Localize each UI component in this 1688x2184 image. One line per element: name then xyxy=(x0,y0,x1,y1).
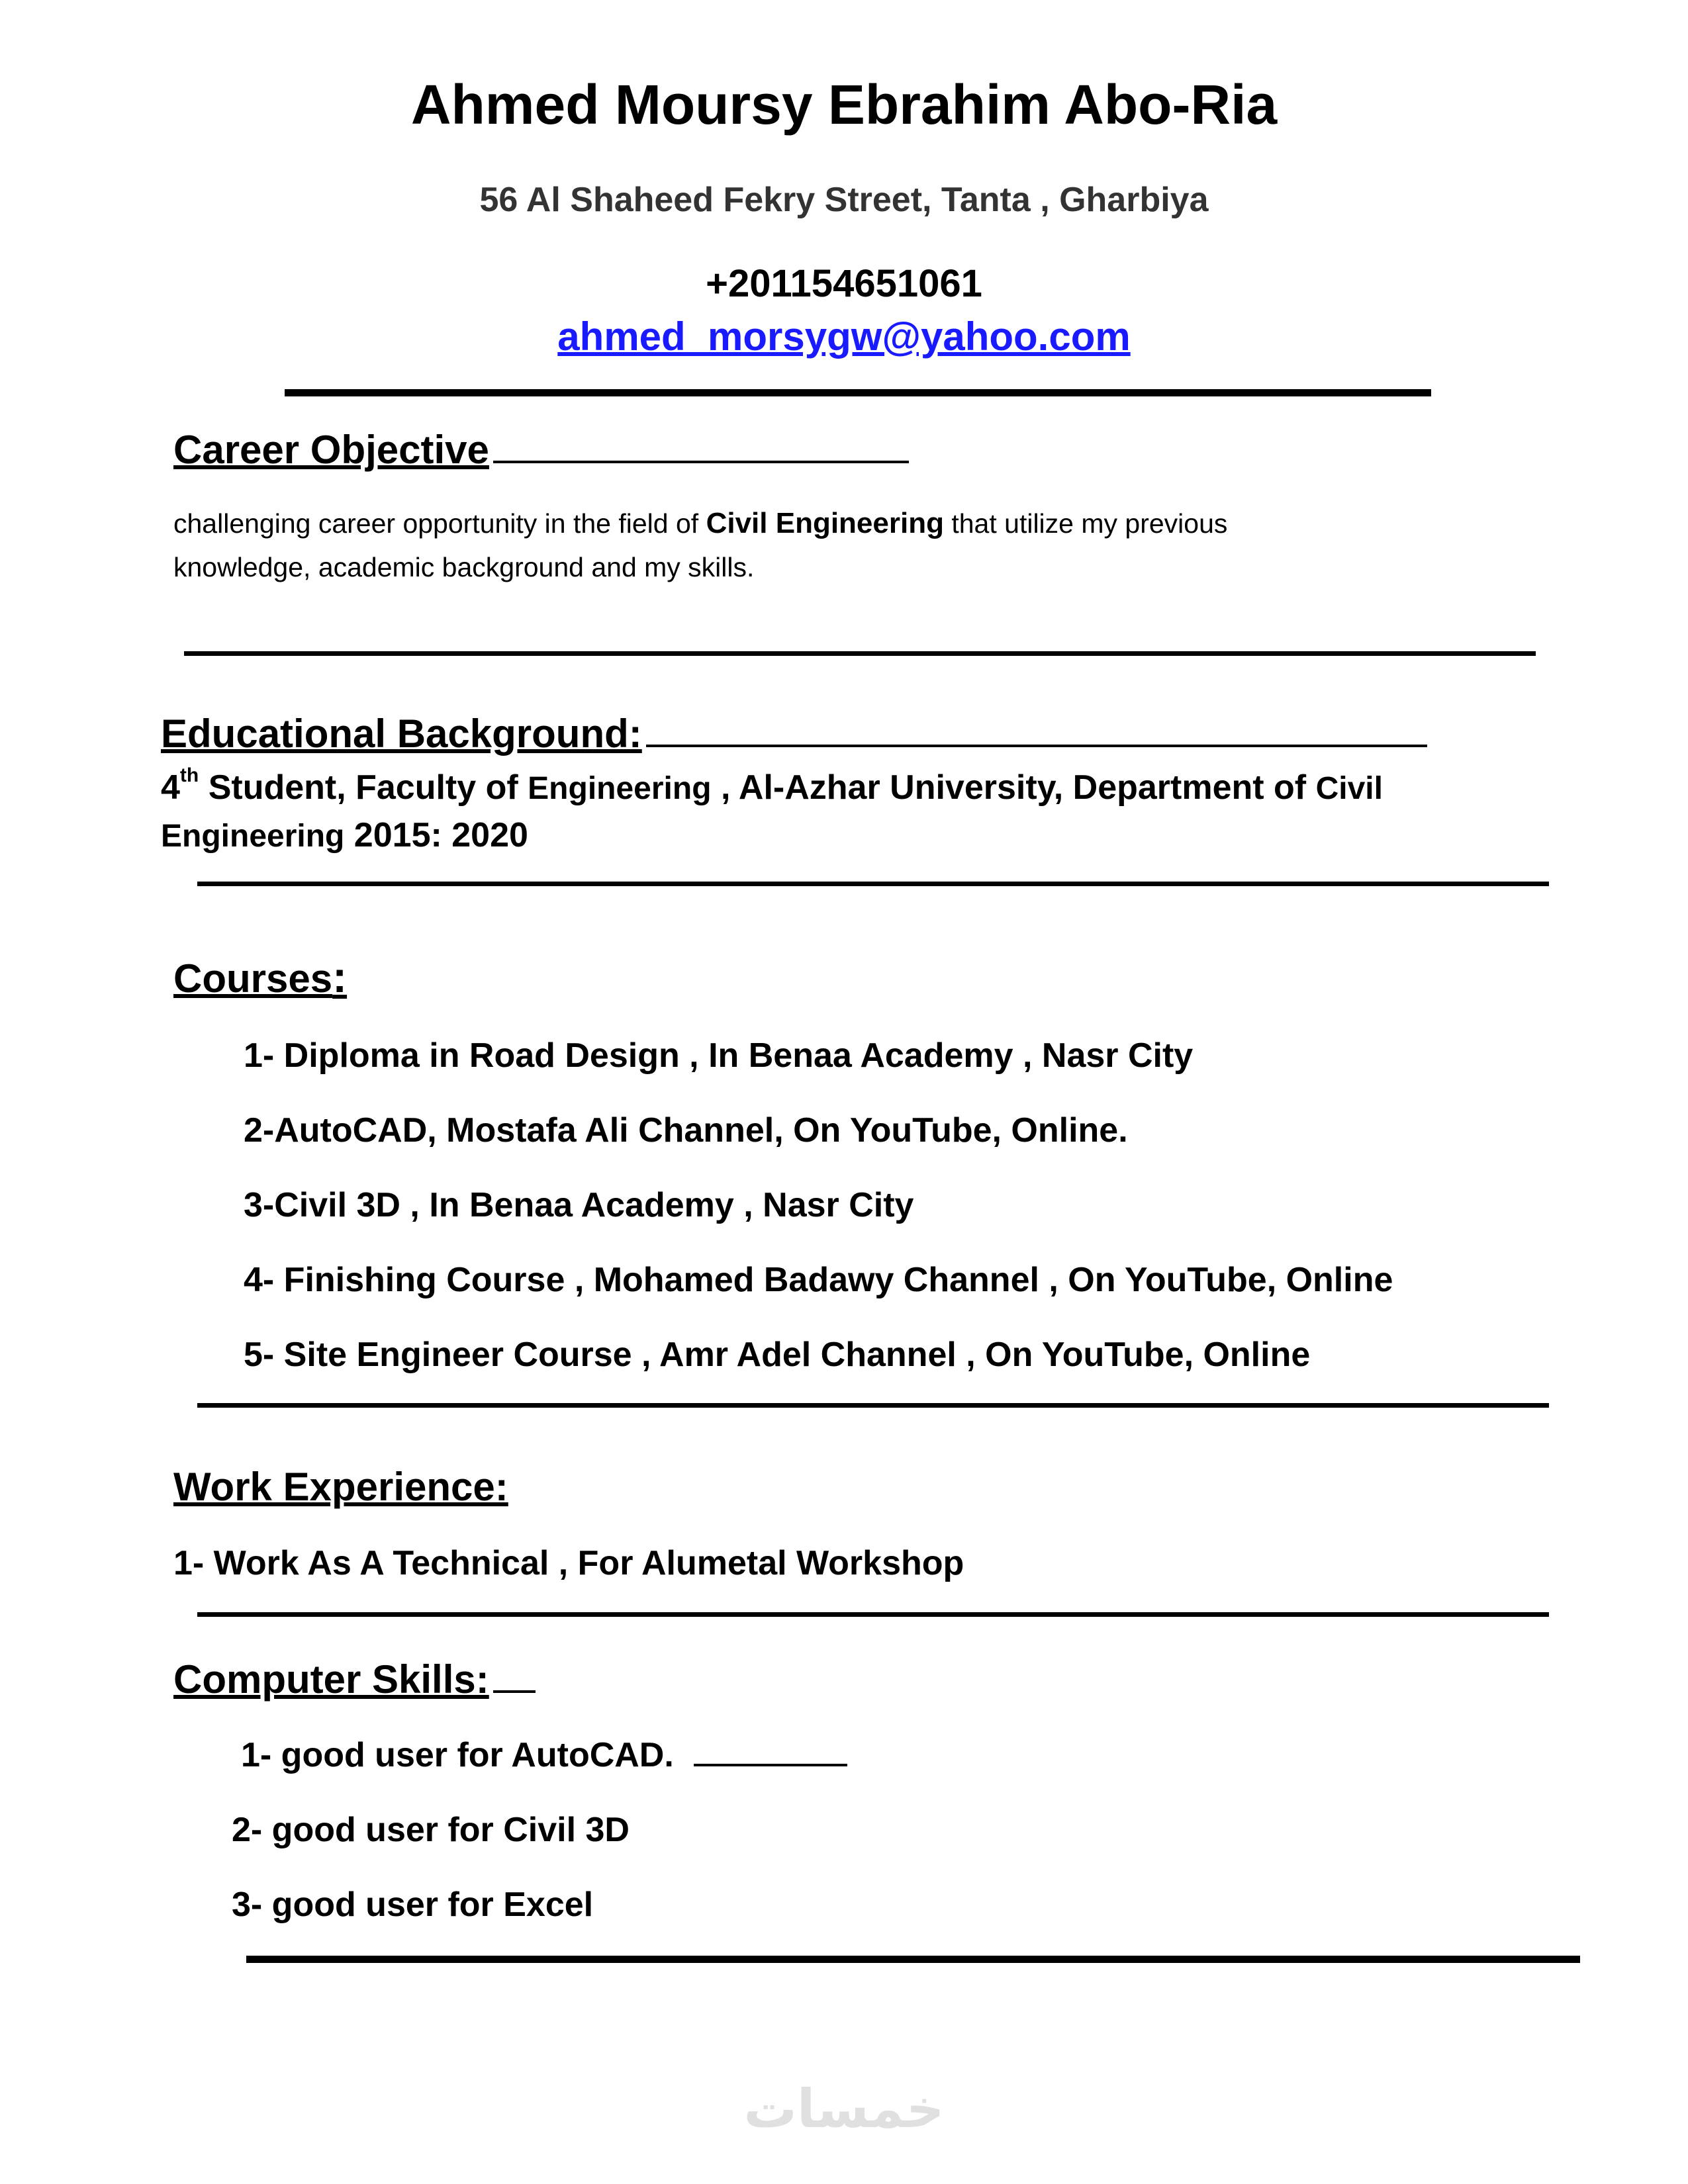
header-divider xyxy=(285,389,1431,396)
work-experience-heading xyxy=(173,1464,508,1510)
career-divider xyxy=(184,651,1536,656)
course-item: 2-AutoCAD, Mostafa Ali Channel, On YouTube, Online. xyxy=(244,1111,1128,1150)
computer-skills-title: Computer Skills: xyxy=(173,1657,489,1702)
courses-title: Courses xyxy=(173,956,333,1001)
resume-name: Ahmed Moursy Ebrahim Abo-Ria xyxy=(410,73,1278,136)
skills-divider xyxy=(246,1956,1580,1963)
education-ordinal-suffix: th xyxy=(179,764,199,786)
education-line-1 xyxy=(161,764,1383,807)
course-item: 3-Civil 3D , In Benaa Academy , Nasr City xyxy=(244,1186,914,1224)
objective-text-c: that utilize my previous xyxy=(943,508,1228,539)
heading-underline xyxy=(493,458,909,463)
heading-underline xyxy=(493,1688,536,1693)
watermark-logo: خمسات xyxy=(743,2079,945,2138)
skill-text: 1- good user for AutoCAD. xyxy=(241,1736,674,1774)
courses-colon: : xyxy=(332,952,348,1001)
work-divider xyxy=(197,1612,1549,1617)
objective-line-1 xyxy=(173,502,1227,545)
computer-skills-heading xyxy=(173,1657,536,1702)
objective-line-2: knowledge, academic background and my skills. xyxy=(173,552,755,582)
objective-text-bold: Civil Engineering xyxy=(706,507,944,539)
education-divider xyxy=(197,882,1549,886)
email-wrapper xyxy=(0,314,1688,359)
courses-divider xyxy=(197,1403,1549,1408)
education-ordinal: 4 xyxy=(161,768,180,807)
career-objective-heading xyxy=(173,427,909,473)
education-line-2 xyxy=(161,815,528,855)
education-text-e: Engineering xyxy=(161,819,345,854)
phone-number: +201154651061 xyxy=(706,262,982,305)
skill-underline xyxy=(694,1761,847,1766)
skill-item: 3- good user for Excel xyxy=(232,1886,594,1924)
courses-heading xyxy=(173,952,347,1002)
work-experience-title: Work Experience: xyxy=(173,1465,508,1509)
skill-item: 2- good user for Civil 3D xyxy=(232,1811,630,1849)
skill-item xyxy=(241,1735,847,1775)
career-objective-title: Career Objective xyxy=(173,428,489,472)
email-link[interactable]: ahmed_morsygw@yahoo.com xyxy=(557,314,1131,359)
education-text-c: , Al-Azhar University, Department of xyxy=(711,768,1316,807)
course-item: 5- Site Engineer Course , Amr Adel Channel , On YouTube, Online xyxy=(244,1336,1311,1374)
objective-text-a: challenging career opportunity in the field of xyxy=(173,508,706,539)
education-text-a: Student, Faculty of xyxy=(199,768,528,807)
course-item: 4- Finishing Course , Mohamed Badawy Channel , On YouTube, Online xyxy=(244,1261,1393,1299)
course-item: 1- Diploma in Road Design , In Benaa Academy , Nasr City xyxy=(244,1036,1194,1075)
education-text-b: Engineering xyxy=(528,771,712,806)
education-years: 2015: 2020 xyxy=(344,816,528,854)
heading-underline xyxy=(646,742,1427,747)
address: 56 Al Shaheed Fekry Street, Tanta , Gharbiya xyxy=(479,181,1209,219)
education-heading xyxy=(161,711,1427,756)
work-item: 1- Work As A Technical , For Alumetal Workshop xyxy=(173,1544,964,1582)
education-title: Educational Background: xyxy=(161,711,642,756)
education-text-d: Civil xyxy=(1315,771,1383,806)
